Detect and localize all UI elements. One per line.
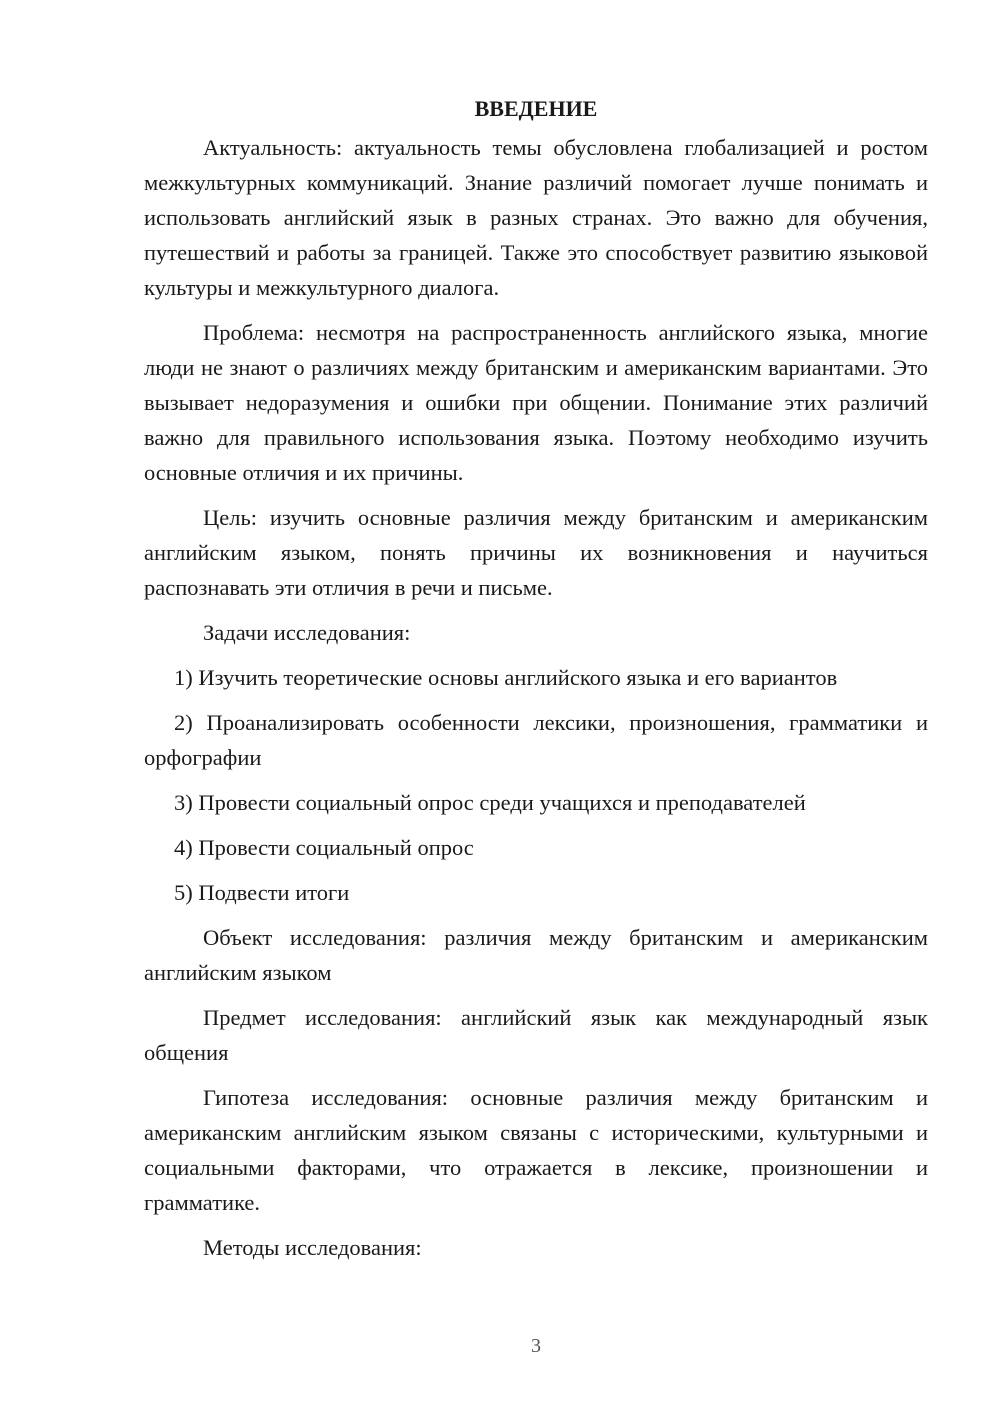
subject-paragraph: Предмет исследования: английский язык как международный язык общения	[144, 1005, 928, 1065]
task-item-2: 2) Проанализировать особенности лексики, произношения, грамматики и орфографии	[144, 710, 928, 770]
tasks-heading: Задачи исследования:	[203, 620, 411, 645]
problem-paragraph: Проблема: несмотря на распространенность английского языка, многие люди не знают о различиях между британским и американским вариантами. Это вызывает недоразумения и ошибки при общении. Понимание этих различий важно для правильного использования языка. Поэтому необходимо изучить основные отличия и их причины.	[144, 320, 928, 485]
page-number: 3	[531, 1335, 541, 1357]
hypothesis-paragraph: Гипотеза исследования: основные различия между британским и американским английским языком связаны с историческими, культурными и социальными факторами, что отражается в лексике, произношении и грамматике.	[144, 1085, 928, 1215]
task-item-1: 1) Изучить теоретические основы английского языка и его вариантов	[174, 665, 838, 690]
task-item-4: 4) Провести социальный опрос	[174, 835, 474, 860]
object-paragraph: Объект исследования: различия между британским и американским английским языком	[144, 925, 928, 985]
relevance-paragraph: Актуальность: актуальность темы обусловлена глобализацией и ростом межкультурных коммуникаций. Знание различий помогает лучше понимать и использовать английский язык в разных странах. Это важно для обучения, путешествий и работы за границей. Также это способствует развитию языковой культуры и межкультурного диалога.	[144, 135, 928, 300]
goal-paragraph: Цель: изучить основные различия между британским и американским английским языком, понять причины их возникновения и научиться распознавать эти отличия в речи и письме.	[144, 505, 928, 600]
page-title: ВВЕДЕНИЕ	[474, 96, 598, 121]
task-item-5: 5) Подвести итоги	[174, 880, 350, 905]
task-item-3: 3) Провести социальный опрос среди учащихся и преподавателей	[174, 790, 806, 815]
methods-heading: Методы исследования:	[203, 1235, 422, 1260]
document-page	[144, 94, 928, 1275]
